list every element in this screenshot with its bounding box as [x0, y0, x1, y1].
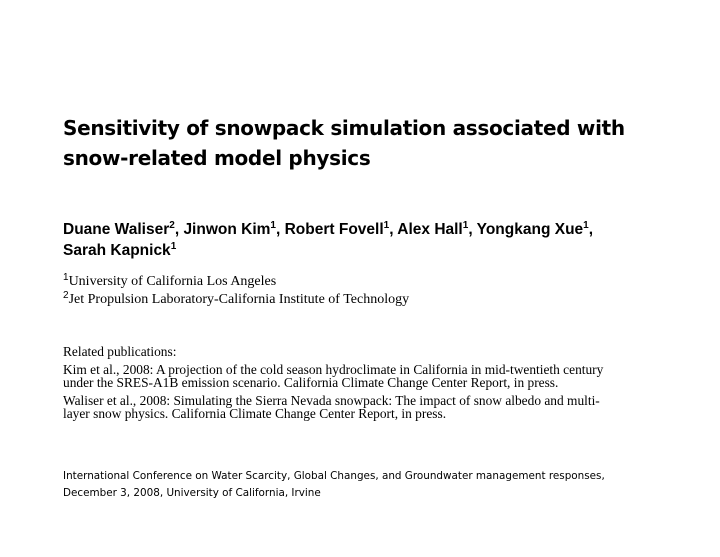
author-name: Jinwon Kim [183, 221, 271, 238]
slide-title [63, 113, 663, 173]
affiliation-text: Jet Propulsion Laboratory-California Institute of Technology [68, 292, 410, 307]
publication-entry [63, 394, 663, 421]
author-affiliation-mark: 1 [583, 220, 589, 231]
affiliation-item [63, 273, 683, 291]
publication-entry [63, 363, 663, 390]
publications-heading: Related publications: [63, 344, 177, 359]
footer-line-1: International Conference on Water Scarcity, Global Changes, and Groundwater management responses, [63, 470, 605, 482]
publication-line: Waliser et al., 2008: Simulating the Sierra Nevada snowpack: The impact of snow albedo and multi- [63, 392, 600, 408]
author-list [63, 219, 663, 261]
author-name: Duane Waliser [63, 221, 170, 238]
publication-line: layer snow physics. California Climate Change Center Report, in press. [63, 406, 447, 421]
footer-line-2: December 3, 2008, University of California, Irvine [63, 487, 321, 499]
publication-line: Kim et al., 2008: A projection of the cold season hydroclimate in California in mid-twentieth century [63, 361, 604, 377]
author-affiliation-mark: 1 [383, 220, 390, 231]
author-line-1: Duane Waliser$^2$, Jinwon Kim$^1$, Robert Fovell$^1$, Alex Hall$^1$, Yongkang Xue$^1$, [63, 220, 594, 238]
title-line-1: Sensitivity of snowpack simulation associated with [63, 116, 625, 140]
author-affiliation-mark: 1 [462, 220, 469, 231]
related-publications [63, 345, 663, 425]
author-name: Yongkang Xue [476, 221, 584, 238]
author-affiliation-mark: 2 [169, 220, 175, 231]
author-line-2 [63, 240, 663, 261]
title-line-2: snow-related model physics [63, 146, 371, 170]
author-affiliation-mark: 1 [270, 220, 276, 231]
conference-footer [63, 468, 683, 502]
affiliation-list [63, 273, 683, 309]
author-name: Alex Hall [397, 221, 463, 238]
publication-line: under the SRES-A1B emission scenario. California Climate Change Center Report, in press. [63, 375, 559, 390]
author-name: Sarah Kapnick [63, 242, 171, 259]
author-name: Robert Fovell [284, 221, 384, 238]
affiliation-number: 2 [63, 290, 69, 301]
author-affiliation-mark: 1 [170, 241, 177, 252]
affiliation-item [63, 291, 683, 309]
affiliation-number: 1 [63, 272, 69, 283]
affiliation-text: University of California Los Angeles [68, 274, 277, 289]
